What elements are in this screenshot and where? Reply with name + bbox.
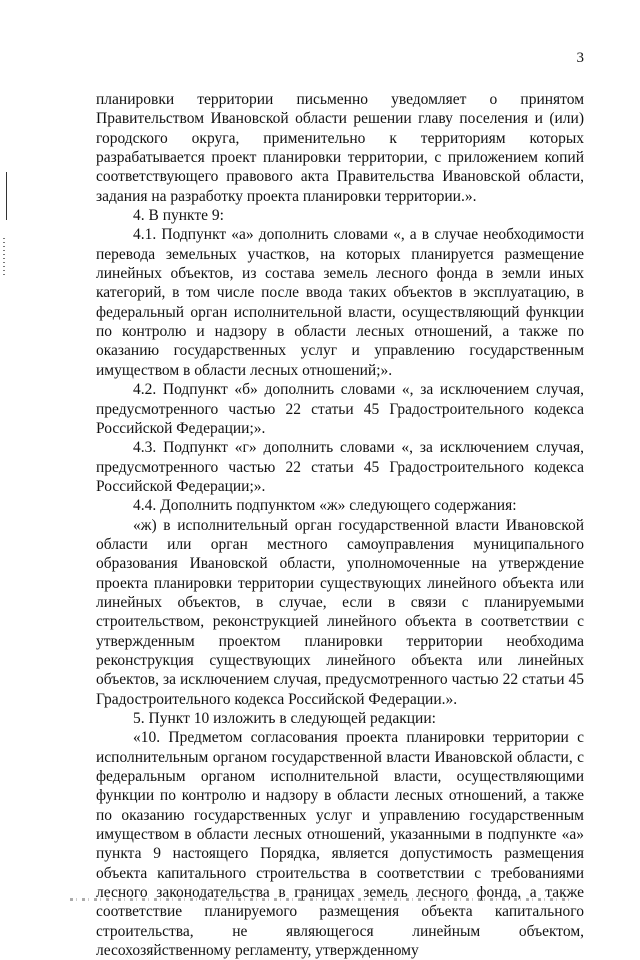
document-body	[96, 90, 584, 960]
paragraph-subitem-zh: «ж) в исполнительный орган государственной власти Ивановской области или орган местного самоуправления муниципального образования Ивановской области, уполномоченные на утверждение проекта планировки территории существующих линейного объекта или линейных объектов, в случае, если в связи с планируемыми строительством, реконструкцией линейного объекта в соответствии с утвержденным проектом планировки территории необходима реконструкция существующих линейного объекта или линейных объектов, за исключением случая, предусмотренного частью 22 статьи 45 Градостроительного кодекса Российской Федерации.».	[96, 516, 584, 708]
margin-scan-dots	[3, 238, 5, 278]
scan-noise-strip	[70, 898, 570, 901]
paragraph-item-5: 5. Пункт 10 изложить в следующей редакции:	[133, 710, 436, 727]
paragraph-item-4-1: 4.1. Подпункт «а» дополнить словами «, а в случае необходимости перевода земельных участков, на которых планируется размещение линейных объектов, из состава земель лесного фонда в земли иных категорий, в том числе после ввода таких объектов в эксплуатацию, в федеральный орган исполнительной власти, осуществляющий функции по контролю и надзору в области лесных отношений, а также по оказанию государственных услуг и управлению государственным имуществом в области лесных отношений;».	[96, 226, 584, 379]
paragraph-item-4-2: 4.2. Подпункт «б» дополнить словами «, за исключением случая, предусмотренного частью 22 статьи 45 Градостроительного кодекса Российской Федерации;».	[96, 381, 584, 437]
page-number: 3	[576, 50, 584, 66]
margin-scan-line	[6, 172, 7, 220]
paragraph-continuation: планировки территории письменно уведомляет о принятом Правительством Ивановской области решении главу поселения и (или) городского округа, применительно к территориям которых разрабатывается проект планировки территории, с приложением копий соответствующего правового акта Правительства Ивановской области, задания на разработку проекта планировки территории.».	[96, 91, 584, 205]
paragraph-item-4: 4. В пункте 9:	[133, 207, 224, 225]
paragraph-item-4-4: 4.4. Дополнить подпунктом «ж» следующего содержания:	[133, 497, 517, 515]
paragraph-item-4-3: 4.3. Подпункт «г» дополнить словами «, за исключением случая, предусмотренного частью 22 статьи 45 Градостроительного кодекса Российской Федерации;».	[96, 439, 584, 495]
paragraph-item-10: «10. Предметом согласования проекта планировки территории с исполнительным органом государственной власти Ивановской области, с федеральным органом исполнительной власти, осуществляющими функции по контролю и надзору в области лесных отношений, а также по оказанию государственных услуг и управлению государственным имуществом в области лесных отношений, указанными в подпункте «а» пункта 9 настоящего Порядка, является допустимость размещения объекта капитального строительства в соответствии с требованиями лесного законодательства в границах земель лесного фонда, а также соответствие планируемого размещения объекта капитального строительства, не являющегося линейным объектом, лесохозяйственному регламенту, утвержденному	[96, 729, 584, 960]
